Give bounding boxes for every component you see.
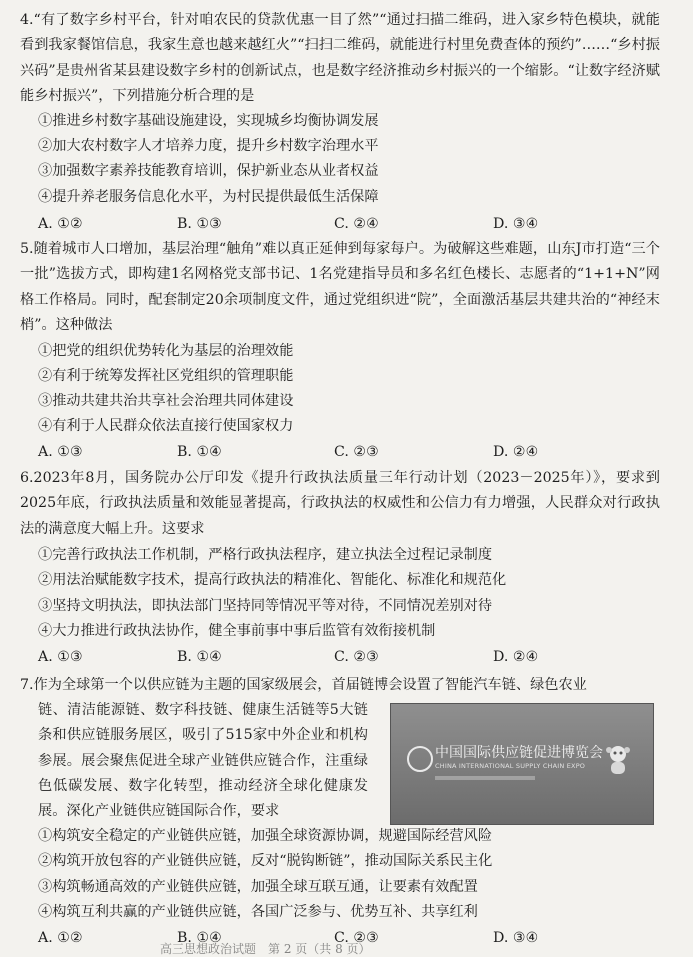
q4-option-a: A. ①② — [38, 216, 83, 232]
q5-options — [38, 440, 658, 465]
q5-option-a: A. ①③ — [38, 444, 83, 460]
q5-option-c: C. ②③ — [334, 444, 379, 460]
q7-item-4: ④构筑互利共赢的产业链供应链，各国广泛参与、优势互补、共享红利 — [38, 904, 478, 920]
q5-item-4: ④有利于人民群众依法直接行使国家权力 — [38, 418, 294, 434]
q5-item-2: ②有利于统筹发挥社区党组织的管理职能 — [38, 368, 294, 384]
q4-item-3: ③加强数字素养技能教育培训，保护新业态从业者权益 — [38, 163, 379, 179]
expo-title-cn: 中国国际供应链促进博览会 — [435, 745, 603, 761]
q6-stem: 6.2023年8月，国务院办公厅印发《提升行政执法质量三年行动计划（2023－2025年）》，要求到2025年底，行政执法质量和效能显著提高，行政执法的权威性和公信力有力增强，人民群众对行政执法的满意度大幅上升。这要求 — [20, 470, 660, 537]
q6-item-2: ②用法治赋能数字技术，提高行政执法的精准化、智能化、标准化和规范化 — [38, 572, 507, 588]
q4-item-2: ②加大农村数字人才培养力度，提升乡村数字治理水平 — [38, 138, 379, 154]
q6-option-c: C. ②③ — [334, 649, 379, 665]
expo-title-en: CHINA INTERNATIONAL SUPPLY CHAIN EXPO — [435, 762, 586, 770]
page-footer: 高三思想政治试题 第 2 页（共 8 页） — [160, 942, 371, 956]
q6-options — [38, 645, 658, 670]
q4-stem: 4.“有了数字乡村平台，针对咱农民的贷款优惠一目了然”“通过扫描二维码，进入家乡特色模块，就能看到我家餐馆信息，我家生意也越来越红火”“扫扫二维码，就能进行村里免费查体的预约”……“乡村振兴码”是贵州省某县建设数字乡村的创新试点，也是数字经济推动乡村振兴的一个缩影。“让数字经济赋能乡村振兴”，下列措施分析合理的是 — [20, 12, 660, 104]
q7-option-d: D. ③④ — [493, 930, 539, 946]
expo-photo — [390, 703, 654, 825]
q6-item-1: ①完善行政执法工作机制，严格行政执法程序，建立执法全过程记录制度 — [38, 547, 493, 563]
q4-option-c: C. ②④ — [334, 216, 379, 232]
q7-option-a: A. ①② — [38, 930, 83, 946]
q5-option-d: D. ②④ — [493, 444, 539, 460]
q5-stem: 5.随着城市人口增加，基层治理“触角”难以真正延伸到每家每户。为破解这些难题，山东J市打造“三个一批”选拔方式，即构建1名网格党支部书记、1名党建指导员和多名红色楼长、志愿者的“1+1+N”网格工作格局。同时，配套制定20余项制度文件，通过党组织进“院”，全面激活基层共建共治的“神经末梢”。这种做法 — [20, 241, 660, 333]
q4-options — [38, 212, 658, 237]
q7-item-2: ②构筑开放包容的产业链供应链，反对“脱钩断链”，推动国际关系民主化 — [38, 853, 493, 869]
q5-option-b: B. ①④ — [177, 444, 222, 460]
q7-option-b: B. ①④ — [177, 930, 222, 946]
mascot-icon — [603, 744, 633, 778]
q7-item-1: ①构筑安全稳定的产业链供应链，加强全球资源协调，规避国际经营风险 — [38, 828, 493, 844]
expo-logo-icon — [407, 746, 433, 772]
q7-stem-rest: 链、清洁能源链、数字科技链、健康生活链等5大链条和供应链服务展区，吸引了515家中外企业和机构参展。展会聚焦促进全球产业链供应链合作，注重绿色低碳发展、数字化转型，推动经济全球化健康发展。深化产业链供应链国际合作，要求 — [38, 702, 368, 820]
q7-stem-first: 7.作为全球第一个以供应链为主题的国家级展会，首届链博会设置了智能汽车链、绿色农业 — [20, 677, 587, 693]
q4-item-4: ④提升养老服务信息化水平，为村民提供最低生活保障 — [38, 189, 379, 205]
q7-option-c: C. ②③ — [334, 930, 379, 946]
q4-option-b: B. ①③ — [177, 216, 222, 232]
q5-item-3: ③推动共建共治共享社会治理共同体建设 — [38, 393, 294, 409]
q5-item-1: ①把党的组织优势转化为基层的治理效能 — [38, 343, 294, 359]
q7-item-3: ③构筑畅通高效的产业链供应链，加强全球互联互通，让要素有效配置 — [38, 879, 478, 895]
expo-subline — [435, 776, 535, 780]
q6-item-3: ③坚持文明执法，即执法部门坚持同等情况平等对待，不同情况差别对待 — [38, 598, 493, 614]
q4-option-d: D. ③④ — [493, 216, 539, 232]
q6-item-4: ④大力推进行政执法协作，健全事前事中事后监管有效衔接机制 — [38, 623, 436, 639]
q6-option-b: B. ①④ — [177, 649, 222, 665]
q4-item-1: ①推进乡村数字基础设施建设，实现城乡均衡协调发展 — [38, 113, 379, 129]
q6-option-a: A. ①③ — [38, 649, 83, 665]
q6-option-d: D. ②④ — [493, 649, 539, 665]
